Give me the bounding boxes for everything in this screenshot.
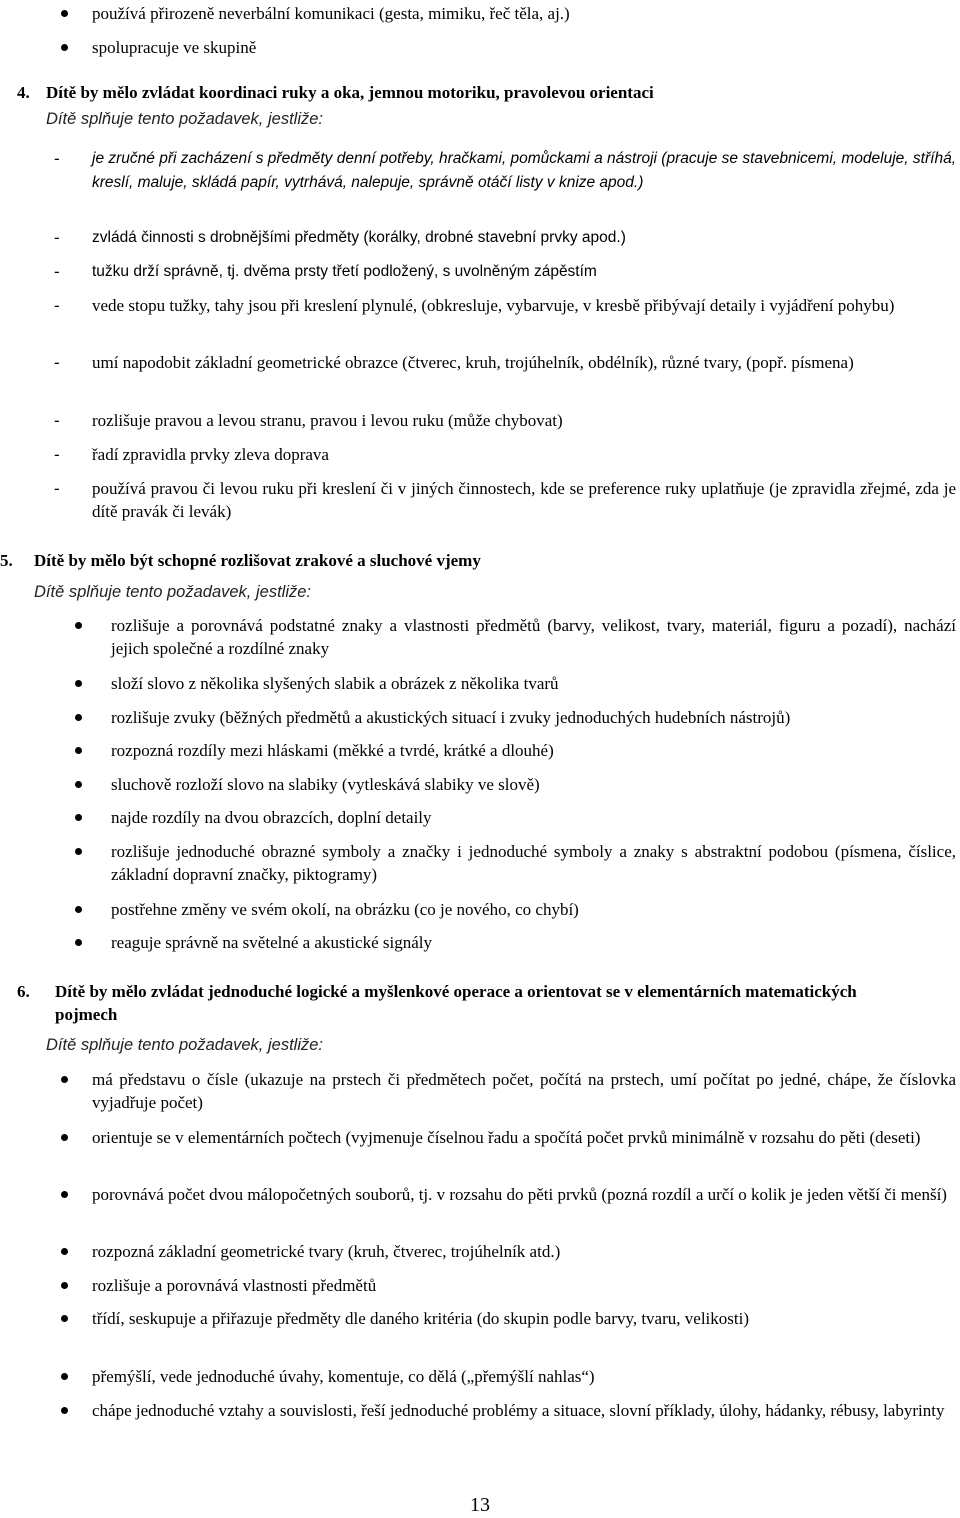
bullet-icon — [75, 906, 82, 913]
dash-marker: - — [54, 296, 60, 315]
list-item: rozlišuje a porovnává podstatné znaky a vlastnosti předmětů (barvy, velikost, tvary, materiál, figuru a pozadí), nachází jejich společné a rozdílné znaky — [111, 616, 956, 658]
bullet-icon — [61, 1315, 68, 1322]
bullet-icon — [61, 1134, 68, 1141]
list-item: orientuje se v elementárních počtech (vyjmenuje číselnou řadu a spočítá počet prvků minimálně v rozsahu do pěti (deseti) — [92, 1128, 921, 1147]
bullet-icon — [75, 781, 82, 788]
dash-marker: - — [54, 479, 60, 498]
list-item: spolupracuje ve skupině — [92, 38, 257, 57]
bullet-icon — [75, 714, 82, 721]
list-item: vede stopu tužky, tahy jsou při kreslení plynulé, (obkresluje, vybarvuje, v kresbě přibývají detaily i vyjádření pohybu) — [92, 296, 895, 315]
bullet-icon — [61, 1373, 68, 1380]
section-intro: Dítě splňuje tento požadavek, jestliže: — [46, 1036, 323, 1054]
list-item: je zručné při zacházení s předměty denní potřeby, hračkami, pomůckami a nástroji (pracuje se stavebnicemi, modeluje, stříhá, kreslí, maluje, skládá papír, vytrhává, nalepuje, správně otáčí listy v knize apod.) — [92, 150, 956, 191]
list-item: rozlišuje jednoduché obrazné symboly a značky i jednoduché symboly a znaky s abstraktní podobou (písmena, číslice, základní dopravní značky, piktogramy) — [111, 842, 956, 884]
bullet-icon — [61, 10, 68, 17]
section-heading: Dítě by mělo zvládat koordinaci ruky a oka, jemnou motoriku, pravolevou orientaci — [46, 83, 654, 102]
list-item: umí napodobit základní geometrické obrazce (čtverec, kruh, trojúhelník, obdélník), různé tvary, (popř. písmena) — [92, 353, 854, 372]
section-heading: Dítě by mělo být schopné rozlišovat zrakové a sluchové vjemy — [34, 551, 481, 570]
list-item: rozpozná rozdíly mezi hláskami (měkké a tvrdé, krátké a dlouhé) — [111, 741, 554, 760]
dash-marker: - — [54, 262, 60, 281]
section-intro: Dítě splňuje tento požadavek, jestliže: — [46, 110, 323, 128]
bullet-icon — [61, 1191, 68, 1198]
list-item: rozlišuje zvuky (běžných předmětů a akustických situací i zvuky jednoduchých hudebních nástrojů) — [111, 708, 791, 727]
bullet-icon — [75, 848, 82, 855]
dash-marker: - — [54, 353, 60, 372]
bullet-icon — [61, 1076, 68, 1083]
section-number: 4. — [17, 83, 30, 102]
list-item: tužku drží správně, tj. dvěma prsty třetí podložený, s uvolněným zápěstím — [92, 263, 597, 280]
list-item: chápe jednoduché vztahy a souvislosti, řeší jednoduché problémy a situace, slovní příklady, úlohy, hádanky, rébusy, labyrinty — [92, 1401, 945, 1420]
section-intro: Dítě splňuje tento požadavek, jestliže: — [34, 583, 311, 601]
dash-marker: - — [54, 411, 60, 430]
list-item: postřehne změny ve svém okolí, na obrázku (co je nového, co chybí) — [111, 900, 579, 919]
list-item: má představu o čísle (ukazuje na prstech či předmětech počet, počítá na prstech, umí počítat po jedné, chápe, že číslovka vyjadřuje počet) — [92, 1070, 956, 1112]
list-item: zvládá činnosti s drobnějšími předměty (korálky, drobné stavební prvky apod.) — [92, 229, 626, 246]
dash-marker: - — [54, 149, 60, 168]
list-item: porovnává počet dvou málopočetných souborů, tj. v rozsahu do pěti prvků (pozná rozdíl a určí o kolik je jeden větší či menší) — [92, 1185, 947, 1204]
page-number: 13 — [470, 1494, 490, 1516]
bullet-icon — [61, 1248, 68, 1255]
list-item: reaguje správně na světelné a akustické signály — [111, 933, 432, 952]
list-item: sluchově rozloží slovo na slabiky (vytleskává slabiky ve slově) — [111, 775, 540, 794]
bullet-icon — [75, 814, 82, 821]
list-item: složí slovo z několika slyšených slabik a obrázek z několika tvarů — [111, 674, 559, 693]
list-item: přemýšlí, vede jednoduché úvahy, komentuje, co dělá („přemýšlí nahlas“) — [92, 1367, 595, 1386]
bullet-icon — [61, 1282, 68, 1289]
dash-marker: - — [54, 228, 60, 247]
list-item: najde rozdíly na dvou obrazcích, doplní detaily — [111, 808, 432, 827]
list-item: rozlišuje pravou a levou stranu, pravou i levou ruku (může chybovat) — [92, 411, 563, 430]
bullet-icon — [75, 747, 82, 754]
bullet-icon — [61, 1407, 68, 1414]
section-number: 5. — [0, 551, 13, 570]
list-item: řadí zpravidla prvky zleva doprava — [92, 445, 329, 464]
list-item: používá přirozeně neverbální komunikaci (gesta, mimiku, řeč těla, aj.) — [92, 4, 570, 23]
list-item: rozpozná základní geometrické tvary (kruh, čtverec, trojúhelník atd.) — [92, 1242, 561, 1261]
dash-marker: - — [54, 445, 60, 464]
section-number: 6. — [17, 982, 30, 1001]
bullet-icon — [75, 622, 82, 629]
section-heading: Dítě by mělo zvládat jednoduché logické a myšlenkové operace a orientovat se v elementárních matematických pojmech — [55, 982, 857, 1024]
bullet-icon — [75, 680, 82, 687]
list-item: používá pravou či levou ruku při kreslení či v jiných činnostech, kde se preference ruky uplatňuje (je zpravidla zřejmé, zda je dítě pravák či levák) — [92, 479, 956, 521]
list-item: rozlišuje a porovnává vlastnosti předmětů — [92, 1276, 377, 1295]
list-item: třídí, seskupuje a přiřazuje předměty dle daného kritéria (do skupin podle barvy, tvaru, velikosti) — [92, 1309, 749, 1328]
bullet-icon — [75, 939, 82, 946]
bullet-icon — [61, 44, 68, 51]
